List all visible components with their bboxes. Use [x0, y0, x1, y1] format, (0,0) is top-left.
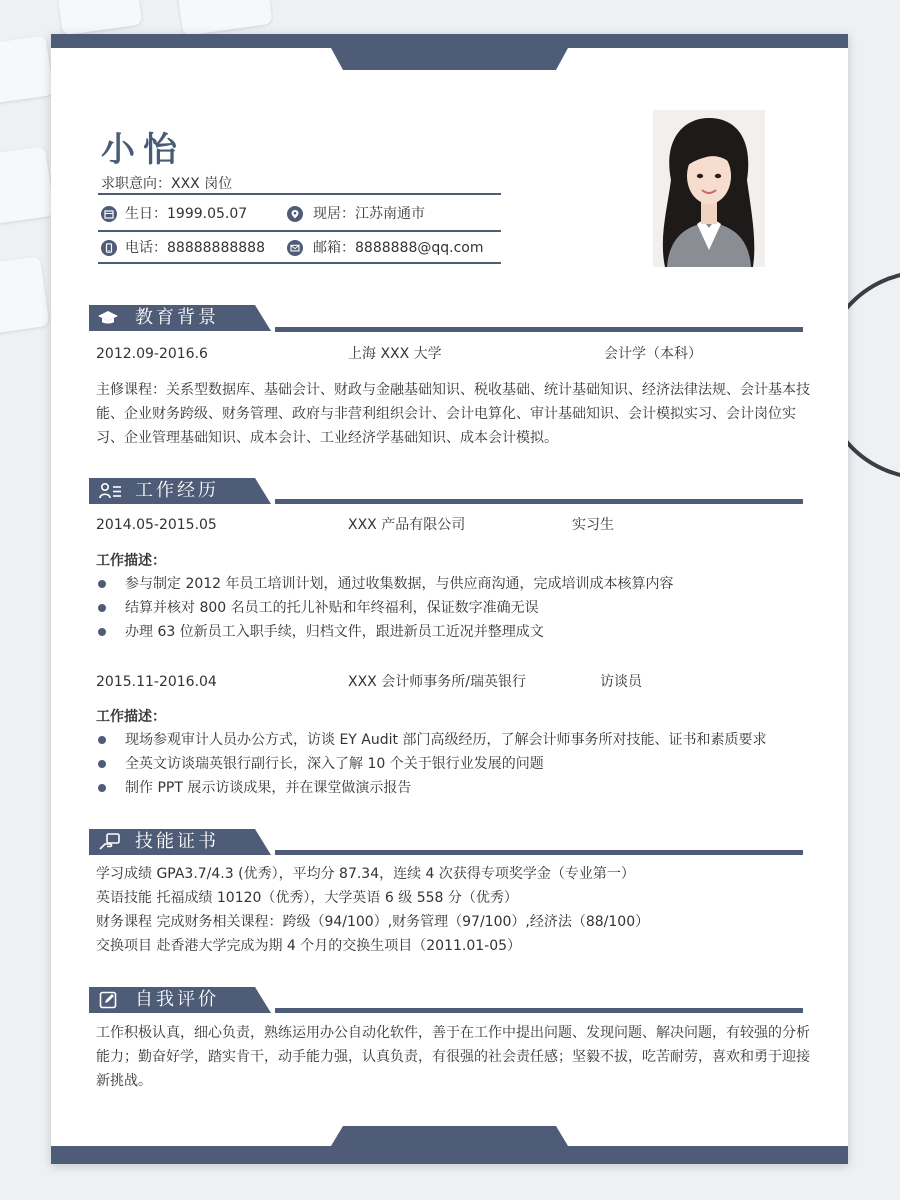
email-icon	[287, 240, 303, 256]
candidate-name: 小怡	[101, 130, 185, 170]
section-title-skills: 技能证书	[135, 831, 219, 852]
bullet-dot	[98, 580, 106, 588]
job-company: XXX 会计师事务所/瑞英银行	[348, 674, 526, 690]
skill-line: 财务课程 完成财务相关课程：跨级（94/100）,财务管理（97/100）,经济法（88/100）	[96, 914, 650, 930]
skill-line: 学习成绩 GPA3.7/4.3 (优秀），平均分 87.34，连续 4 次获得专项奖学金（专业第一）	[96, 866, 635, 882]
bullet-dot	[98, 736, 106, 744]
skills-list	[96, 862, 649, 958]
skill-line: 英语技能 托福成绩 10120（优秀），大学英语 6 级 558 分（优秀）	[96, 890, 518, 906]
bullet-text: 办理 63 位新员工入职手续，归档文件，跟进新员工近况并整理成文	[125, 624, 544, 640]
self-eval-text: 工作积极认真，细心负责，熟练运用办公自动化软件，善于在工作中提出问题、发现问题、解决问题，有较强的分析能力；勤奋好学，踏实肯干，动手能力强，认真负责，有很强的社会责任感；坚毅不拔，吃苦耐劳，喜欢和勇于迎接新挑战。	[96, 1025, 810, 1089]
phone-icon	[101, 240, 117, 256]
calendar-icon	[101, 206, 117, 222]
birthday: 生日：1999.05.07	[125, 206, 248, 222]
section-rule	[275, 327, 803, 332]
job-company: XXX 产品有限公司	[348, 517, 466, 533]
edu-period: 2012.09-2016.6	[96, 346, 208, 362]
keyboard-key	[0, 146, 55, 224]
info-divider	[98, 193, 501, 195]
keyboard-key	[177, 0, 272, 36]
list-item	[96, 752, 766, 776]
bullet-text: 全英文访谈瑞英银行副行长，深入了解 10 个关于银行业发展的问题	[125, 756, 544, 772]
section-title-education: 教育背景	[135, 307, 219, 328]
job-bullet-list	[96, 572, 674, 644]
section-rule	[275, 850, 803, 855]
bullet-dot	[98, 604, 106, 612]
edu-school: 上海 XXX 大学	[348, 346, 442, 362]
keyboard-key	[0, 256, 50, 334]
keyboard-key	[0, 35, 54, 104]
bullet-dot	[98, 784, 106, 792]
job-period: 2014.05-2015.05	[96, 517, 217, 533]
list-item	[96, 620, 674, 644]
info-divider	[98, 230, 501, 232]
resume-paper	[51, 34, 848, 1164]
job-desc-label: 工作描述：	[96, 709, 166, 725]
job-period: 2015.11-2016.04	[96, 674, 217, 690]
bullet-text: 制作 PPT 展示访谈成果，并在课堂做演示报告	[125, 780, 412, 796]
edit-icon	[99, 991, 119, 1013]
job-bullet-list	[96, 728, 766, 800]
bullet-text: 参与制定 2012 年员工培训计划，通过收集数据，与供应商沟通，完成培训成本核算内容	[125, 576, 674, 592]
info-divider	[98, 262, 501, 264]
location-pin-icon	[287, 206, 303, 222]
skill-line: 交换项目 赴香港大学完成为期 4 个月的交换生项目（2011.01-05）	[96, 938, 522, 954]
email: 邮箱：8888888@qq.com	[313, 240, 484, 256]
top-decor-band	[51, 34, 848, 70]
section-rule	[275, 499, 803, 504]
bullet-dot	[98, 760, 106, 768]
list-item	[96, 596, 674, 620]
graduation-cap-icon	[97, 309, 119, 331]
keyboard-key	[58, 0, 143, 35]
profile-photo	[653, 110, 765, 267]
phone: 电话：88888888888	[125, 240, 265, 256]
job-intent: 求职意向：XXX 岗位	[101, 176, 233, 192]
list-item	[96, 572, 674, 596]
bullet-text: 结算并核对 800 名员工的托儿补贴和年终福利，保证数字准确无误	[125, 600, 539, 616]
bullet-dot	[98, 628, 106, 636]
list-item	[96, 776, 766, 800]
residence: 现居：江苏南通市	[313, 206, 425, 222]
edu-courses: 主修课程：关系型数据库、基础会计、财政与金融基础知识、税收基础、统计基础知识、经济法律法规、会计基本技能、企业财务跨级、财务管理、政府与非营利组织会计、会计电算化、审计基础知识、会计模拟实习、会计岗位实习、企业管理基础知识、成本会计、工业经济学基础知识、成本会计模拟。	[96, 382, 810, 446]
job-role: 访谈员	[600, 674, 642, 690]
bullet-text: 现场参观审计人员办公方式，访谈 EY Audit 部门高级经历，了解会计师事务所对技能、证书和素质要求	[125, 732, 767, 748]
list-item	[96, 728, 766, 752]
section-title-self-eval: 自我评价	[135, 989, 219, 1010]
person-list-icon	[99, 482, 123, 504]
hand-card-icon	[98, 833, 122, 855]
section-rule	[275, 1008, 803, 1013]
edu-major: 会计学（本科）	[604, 346, 702, 362]
bottom-decor-band	[51, 1126, 848, 1164]
section-title-work: 工作经历	[135, 480, 219, 501]
job-role: 实习生	[572, 517, 614, 533]
job-desc-label: 工作描述：	[96, 553, 166, 569]
